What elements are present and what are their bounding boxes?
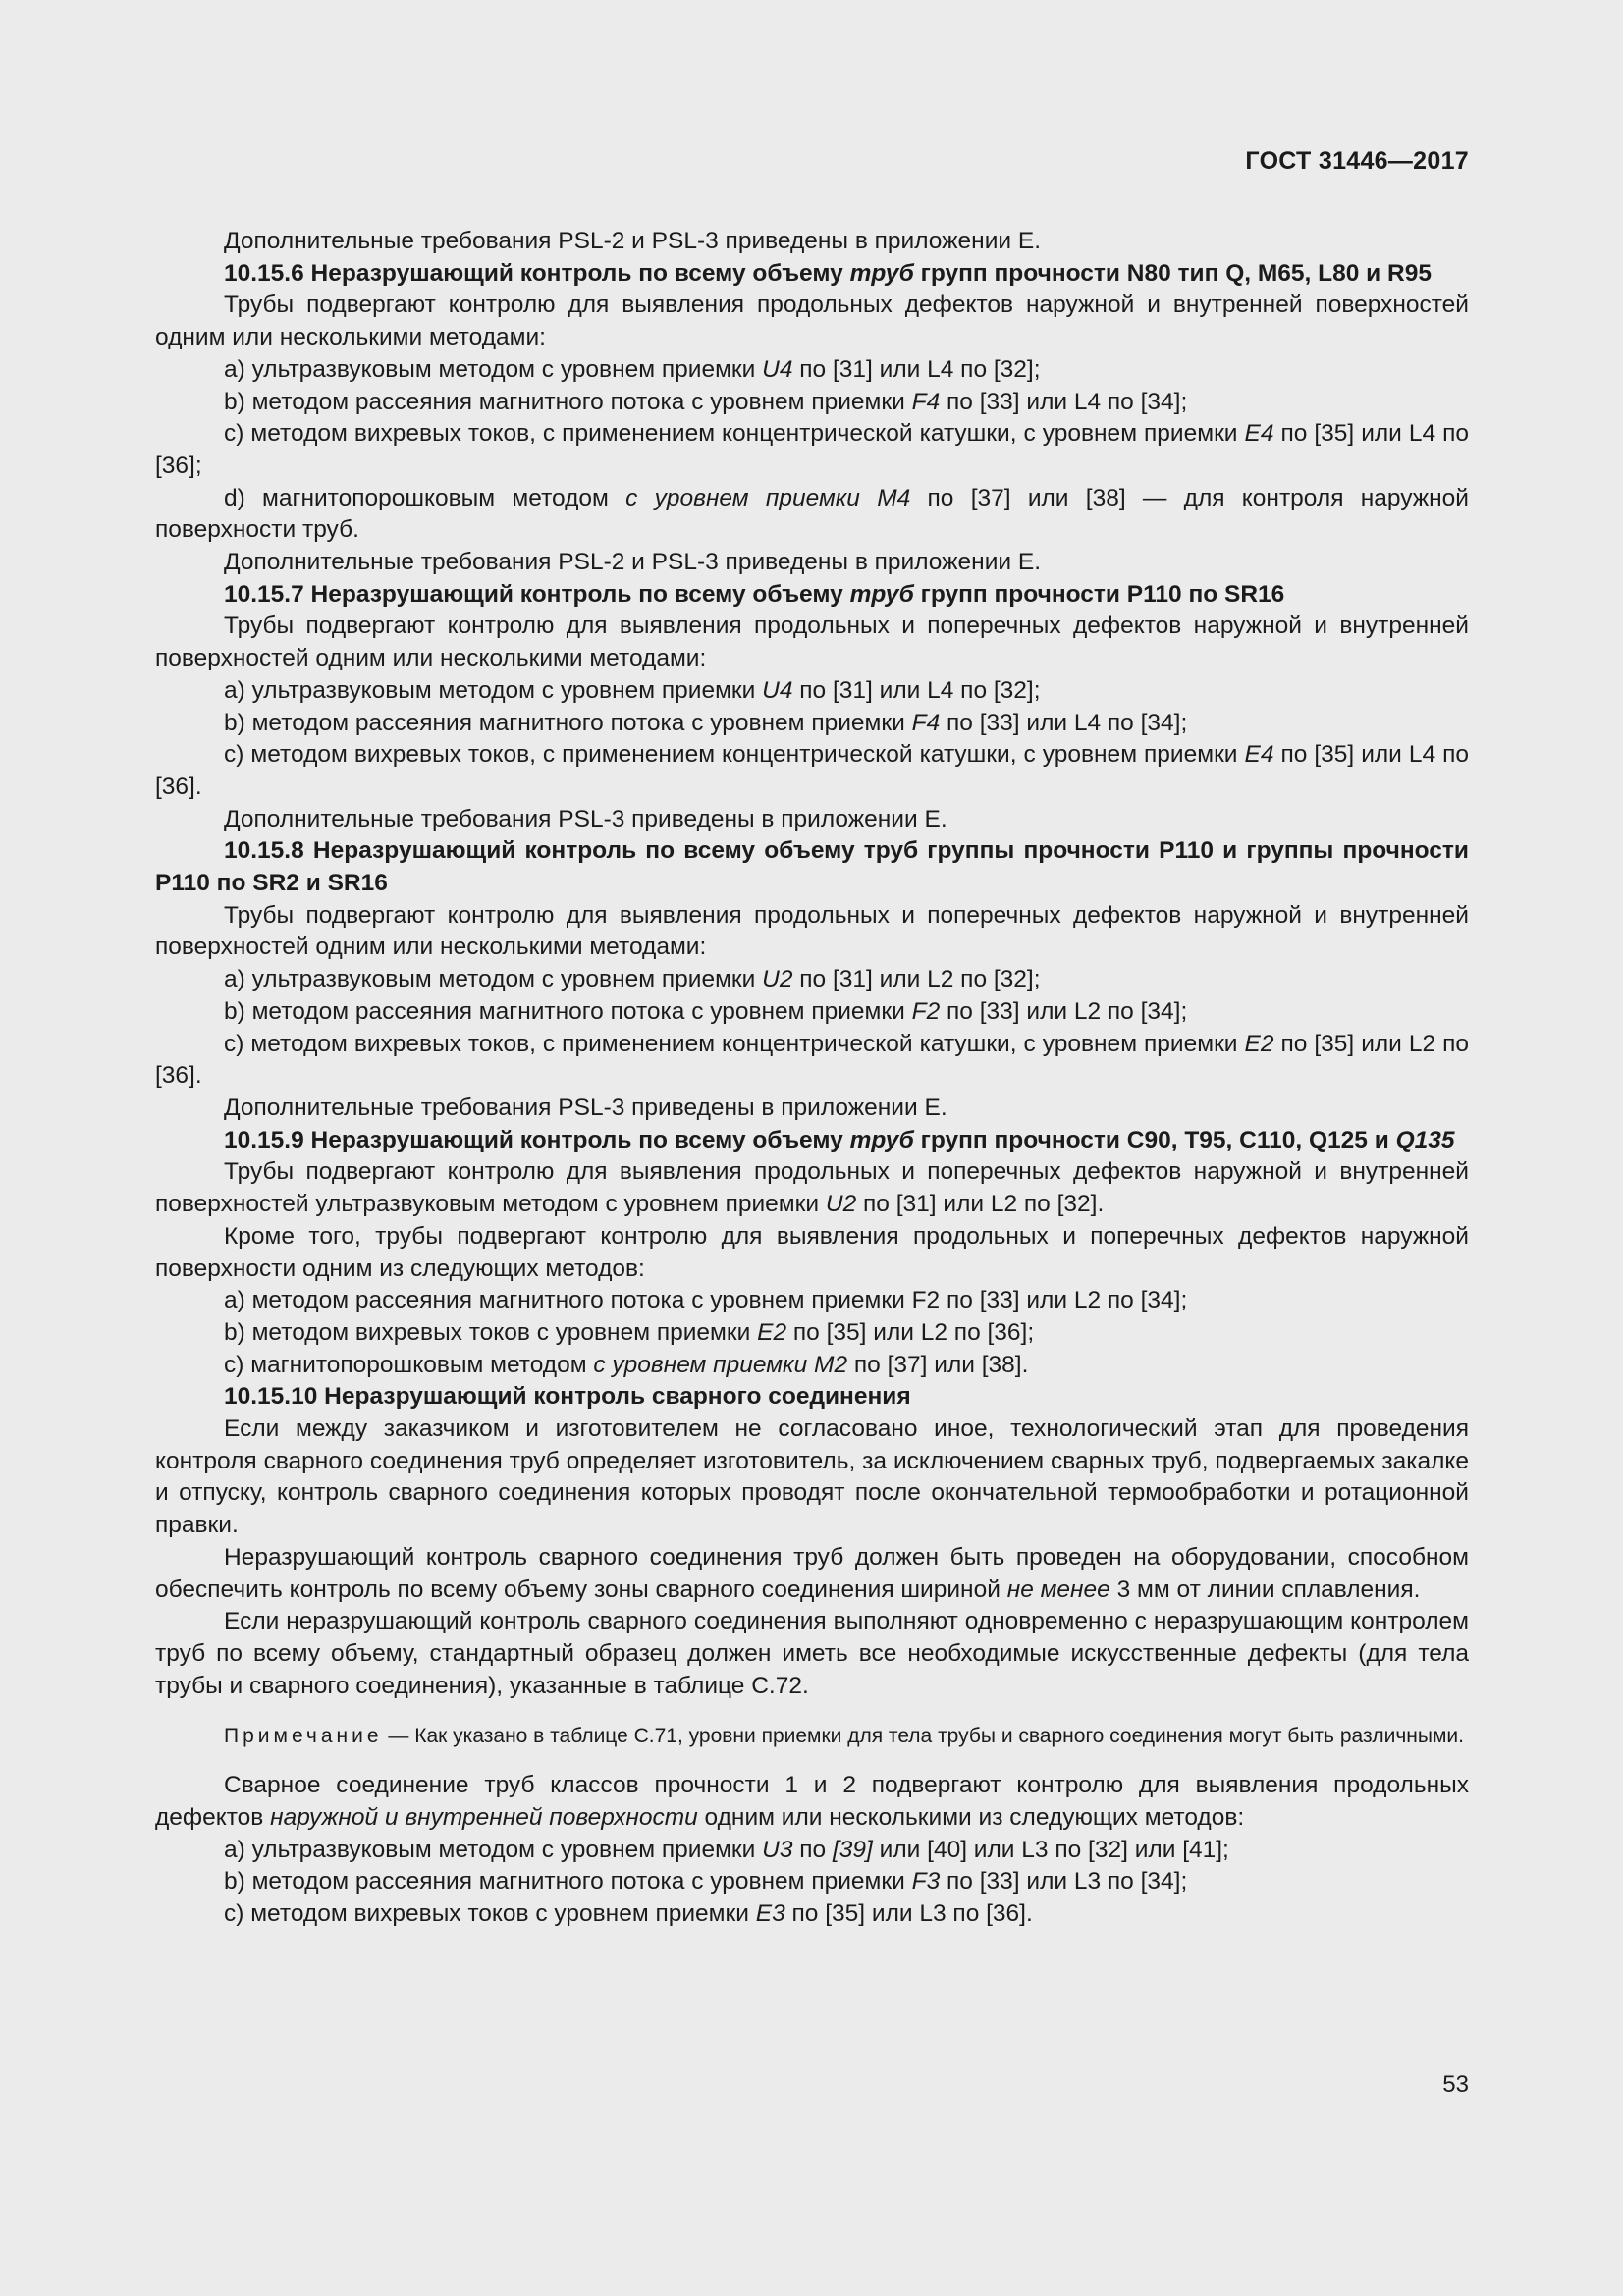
text-italic: U4 xyxy=(762,676,793,704)
text: по [37] или [38]. xyxy=(847,1351,1029,1378)
list-item xyxy=(155,996,1469,1029)
text: b) методом рассеяния магнитного потока с уровнем приемки xyxy=(224,388,912,415)
text: одним или несколькими из следующих методов: xyxy=(697,1804,1245,1832)
text-italic: E3 xyxy=(755,1900,785,1928)
text: a) ультразвуковым методом с уровнем приемки xyxy=(224,966,763,993)
text: Трубы подвергают контролю для выявления продольных дефектов наружной и внутренней поверхностей одним или несколькими методами: xyxy=(155,292,1469,351)
text: Дополнительные требования PSL-2 и PSL-3 приведены в приложении Е. xyxy=(224,549,1042,576)
note-text: — Как указано в таблице С.71, уровни приемки для тела трубы и сварного соединения могут быть различными. xyxy=(382,1725,1464,1748)
paragraph xyxy=(155,226,1469,258)
text: Трубы подвергают контролю для выявления продольных и поперечных дефектов наружной и внутренней поверхностей одним или несколькими методами: xyxy=(155,613,1469,672)
text: Трубы подвергают контролю для выявления продольных и поперечных дефектов наружной и внутренней поверхностей одним или несколькими методами: xyxy=(155,901,1469,961)
section-heading-10-15-8 xyxy=(155,835,1469,899)
text: 10.15.7 Неразрушающий контроль по всему объему xyxy=(224,580,850,608)
text: c) методом вихревых токов с уровнем приемки xyxy=(224,1900,756,1928)
text-italic: U3 xyxy=(762,1836,793,1863)
text: групп прочности C90, T95, C110, Q125 и xyxy=(913,1126,1396,1153)
text: по [37] или [38] — для контроля наружной поверхности труб. xyxy=(155,484,1469,544)
text: a) ультразвуковым методом с уровнем приемки xyxy=(224,676,763,704)
text-italic: [39] xyxy=(832,1836,873,1863)
text: b) методом рассеяния магнитного потока с уровнем приемки xyxy=(224,997,912,1025)
list-item xyxy=(155,1285,1469,1317)
list-item xyxy=(155,354,1469,387)
paragraph xyxy=(155,611,1469,674)
text: 10.15.6 Неразрушающий контроль по всему объему xyxy=(224,259,850,287)
text: a) методом рассеяния магнитного потока с уровнем приемки F2 по [33] или L2 по [34]; xyxy=(224,1287,1188,1314)
section-heading-10-15-7 xyxy=(155,579,1469,612)
document-body xyxy=(155,226,1469,1931)
text-italic: F4 xyxy=(911,709,941,736)
text: Неразрушающий контроль сварного соединения труб должен быть проведен на оборудовании, способном обеспечить контроль по всему объему зоны сварного соединения шириной xyxy=(155,1543,1469,1603)
text: 3 мм от линии сплавления. xyxy=(1109,1575,1421,1603)
text-italic: труб xyxy=(849,1126,914,1153)
text: Трубы подвергают контролю для выявления продольных и поперечных дефектов наружной и внутренней поверхностей ультразвуковым методом с уровнем приемки xyxy=(155,1158,1469,1218)
text: по [35] или L3 по [36]. xyxy=(784,1900,1033,1928)
text: по [31] или L2 по [32]. xyxy=(856,1191,1105,1218)
text: Дополнительные требования PSL-3 приведены в приложении Е. xyxy=(224,1094,947,1121)
page-number: 53 xyxy=(1442,2071,1469,2098)
text: b) методом рассеяния магнитного потока с уровнем приемки xyxy=(224,1868,912,1896)
text-italic: E4 xyxy=(1244,741,1274,769)
list-item xyxy=(155,708,1469,740)
text: b) методом вихревых токов с уровнем приемки xyxy=(224,1318,758,1346)
list-item xyxy=(155,675,1469,708)
note xyxy=(155,1722,1469,1750)
text: Сварное соединение труб классов прочности 1 и 2 подвергают контролю для выявления продольных дефектов xyxy=(155,1772,1469,1832)
text-italic: E4 xyxy=(1244,420,1274,448)
paragraph xyxy=(155,547,1469,579)
list-item xyxy=(155,1350,1469,1382)
text-italic: с уровнем приемки M2 xyxy=(593,1351,848,1378)
text: по [35] или L4 по [36]. xyxy=(155,741,1469,800)
list-item xyxy=(155,1866,1469,1898)
text: или [40] или L3 по [32] или [41]; xyxy=(872,1836,1229,1863)
list-item xyxy=(155,1317,1469,1350)
text-italic: U2 xyxy=(825,1191,857,1218)
text: по [31] или L2 по [32]; xyxy=(792,966,1041,993)
text-italic: E2 xyxy=(1244,1030,1274,1057)
paragraph xyxy=(155,1542,1469,1606)
text: a) ультразвуковым методом с уровнем приемки xyxy=(224,1836,763,1863)
list-item xyxy=(155,418,1469,482)
section-heading-10-15-10 xyxy=(155,1381,1469,1414)
text: Дополнительные требования PSL-3 приведены в приложении Е. xyxy=(224,805,947,832)
text: по [31] или L4 по [32]; xyxy=(792,355,1041,383)
text: по [35] или L4 по [36]; xyxy=(155,420,1469,479)
text: по [33] или L4 по [34]; xyxy=(940,388,1188,415)
text-italic: F3 xyxy=(911,1868,941,1896)
text: по [31] или L4 по [32]; xyxy=(792,676,1041,704)
text-italic: труб xyxy=(849,580,914,608)
section-heading-10-15-9 xyxy=(155,1125,1469,1157)
text-italic: U2 xyxy=(762,966,793,993)
list-item xyxy=(155,964,1469,996)
paragraph xyxy=(155,1770,1469,1834)
text: 10.15.10 Неразрушающий контроль сварного соединения xyxy=(224,1383,911,1411)
text: по [33] или L2 по [34]; xyxy=(940,997,1188,1025)
text-italic: E2 xyxy=(757,1318,787,1346)
list-item xyxy=(155,1835,1469,1867)
list-item xyxy=(155,739,1469,803)
section-heading-10-15-6 xyxy=(155,258,1469,291)
note-label: Примечание xyxy=(224,1725,383,1748)
document-header: ГОСТ 31446—2017 xyxy=(1245,147,1469,175)
text-italic: Q135 xyxy=(1395,1126,1455,1153)
text: по xyxy=(792,1836,833,1863)
paragraph xyxy=(155,900,1469,964)
text: Дополнительные требования PSL-2 и PSL-3 приведены в приложении Е. xyxy=(224,228,1042,254)
text: c) магнитопорошковым методом xyxy=(224,1351,594,1378)
text: Если неразрушающий контроль сварного соединения выполняют одновременно с неразрушающим контролем труб по всему объему, стандартный образец должен иметь все необходимые искусственные дефекты (для тела трубы и сварного соединения), указанные в таблице С.72. xyxy=(155,1608,1469,1699)
text-italic: F4 xyxy=(911,388,941,415)
text-italic: с уровнем приемки M4 xyxy=(625,484,911,511)
paragraph xyxy=(155,290,1469,353)
text: групп прочности P110 по SR16 xyxy=(913,580,1285,608)
text: по [35] или L2 по [36]. xyxy=(155,1030,1469,1090)
text: групп прочности N80 тип Q, M65, L80 и R95 xyxy=(913,259,1432,287)
text: по [33] или L4 по [34]; xyxy=(940,709,1188,736)
list-item xyxy=(155,387,1469,419)
text: Если между заказчиком и изготовителем не согласовано иное, технологический этап для проведения контроля сварного соединения труб определяет изготовитель, за исключением сварных труб, подвергаемых закалке и отпуску, контроль сварного соединения которых проводят после окончательной термообработки и ротационной правки. xyxy=(155,1415,1469,1539)
list-item xyxy=(155,1029,1469,1093)
paragraph xyxy=(155,1414,1469,1542)
text: 10.15.9 Неразрушающий контроль по всему объему xyxy=(224,1126,850,1153)
text: c) методом вихревых токов, с применением концентрической катушки, с уровнем приемки xyxy=(224,420,1245,448)
text: c) методом вихревых токов, с применением концентрической катушки, с уровнем приемки xyxy=(224,741,1245,769)
list-item xyxy=(155,1898,1469,1931)
text: Кроме того, трубы подвергают контролю для выявления продольных и поперечных дефектов наружной поверхности одним из следующих методов: xyxy=(155,1222,1469,1282)
list-item xyxy=(155,483,1469,547)
text: b) методом рассеяния магнитного потока с уровнем приемки xyxy=(224,709,912,736)
text-italic: не менее xyxy=(1006,1575,1110,1603)
text: d) магнитопорошковым методом xyxy=(224,484,626,511)
paragraph xyxy=(155,1606,1469,1702)
text: 10.15.8 Неразрушающий контроль по всему объему труб группы прочности P110 и группы прочности P110 по SR2 и SR16 xyxy=(155,837,1469,897)
text: по [35] или L2 по [36]; xyxy=(786,1318,1035,1346)
paragraph xyxy=(155,804,1469,836)
text-italic: труб xyxy=(849,259,914,287)
text-italic: U4 xyxy=(762,355,793,383)
paragraph xyxy=(155,1093,1469,1125)
paragraph xyxy=(155,1156,1469,1220)
text-italic: наружной и внутренней поверхности xyxy=(270,1804,698,1832)
paragraph xyxy=(155,1221,1469,1285)
text: c) методом вихревых токов, с применением концентрической катушки, с уровнем приемки xyxy=(224,1030,1245,1057)
text: a) ультразвуковым методом с уровнем приемки xyxy=(224,355,763,383)
text: по [33] или L3 по [34]; xyxy=(940,1868,1188,1896)
text-italic: F2 xyxy=(911,997,941,1025)
